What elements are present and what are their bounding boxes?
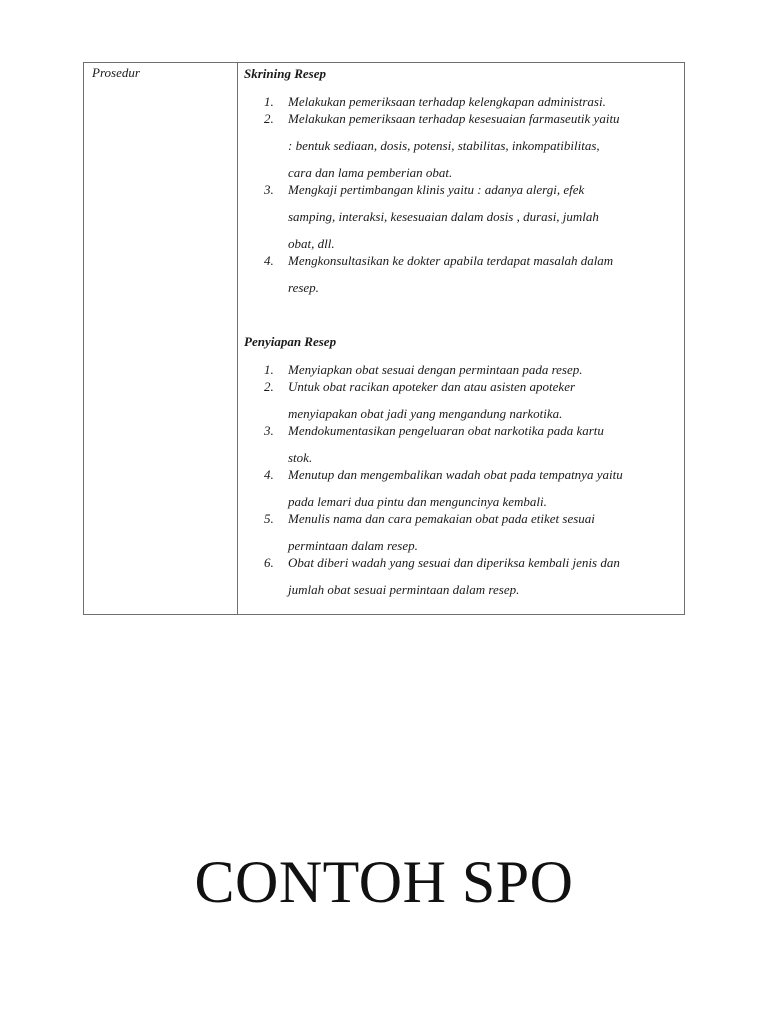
list-item-number: 2. <box>264 379 274 394</box>
column-divider <box>237 63 238 614</box>
list-item-number: 6. <box>264 555 274 570</box>
section-heading: Skrining Resep <box>244 66 326 81</box>
list-item-text: menyiapakan obat jadi yang mengandung narkotika. <box>288 406 563 421</box>
list-item <box>244 554 680 598</box>
list-item-text: Mengkonsultasikan ke dokter apabila terdapat masalah dalam <box>288 253 614 268</box>
list-item <box>244 466 680 510</box>
list-item-text: obat, dll. <box>288 236 335 251</box>
list-item-text: pada lemari dua pintu dan menguncinya kembali. <box>288 494 547 509</box>
list-item-text: Menyiapkan obat sesuai dengan permintaan pada resep. <box>288 362 583 377</box>
list-item-number: 3. <box>264 182 274 197</box>
list-item <box>244 378 680 422</box>
list-item <box>244 93 680 110</box>
list-item <box>244 252 680 296</box>
document-title: CONTOH SPO <box>194 849 574 915</box>
list-item-text: Mendokumentasikan pengeluaran obat narkotika pada kartu <box>288 423 604 438</box>
list-item-text: Menutup dan mengembalikan wadah obat pada tempatnya yaitu <box>288 467 623 482</box>
list-item <box>244 361 680 378</box>
numbered-list <box>244 361 680 598</box>
list-item <box>244 510 680 554</box>
list-item <box>244 422 680 466</box>
list-item-number: 1. <box>264 362 274 377</box>
list-item <box>244 110 680 181</box>
procedure-content <box>244 65 680 598</box>
list-item-text: cara dan lama pemberian obat. <box>288 165 453 180</box>
list-item-text: stok. <box>288 450 313 465</box>
list-item-text: Untuk obat racikan apoteker dan atau asisten apoteker <box>288 379 576 394</box>
list-item <box>244 181 680 252</box>
row-label: Prosedur <box>92 65 140 80</box>
list-item-number: 4. <box>264 467 274 482</box>
section-heading: Penyiapan Resep <box>244 334 337 349</box>
list-item-text: Menulis nama dan cara pemakaian obat pada etiket sesuai <box>288 511 595 526</box>
list-item-number: 2. <box>264 111 274 126</box>
numbered-list <box>244 93 680 296</box>
list-item-text: permintaan dalam resep. <box>288 538 418 553</box>
list-item-number: 5. <box>264 511 274 526</box>
list-item-number: 1. <box>264 94 274 109</box>
list-item-text: samping, interaksi, kesesuaian dalam dosis , durasi, jumlah <box>288 209 599 224</box>
list-item-text: resep. <box>288 280 319 295</box>
list-item-text: Melakukan pemeriksaan terhadap kelengkapan administrasi. <box>288 94 606 109</box>
list-item-text: jumlah obat sesuai permintaan dalam resep. <box>288 582 520 597</box>
list-item-number: 4. <box>264 253 274 268</box>
section-skrining-resep <box>244 65 680 297</box>
list-item-text: Mengkaji pertimbangan klinis yaitu : adanya alergi, efek <box>288 182 585 197</box>
list-item-text: : bentuk sediaan, dosis, potensi, stabilitas, inkompatibilitas, <box>288 138 600 153</box>
section-penyiapan-resep <box>244 333 680 598</box>
procedure-table <box>83 62 685 615</box>
list-item-text: Obat diberi wadah yang sesuai dan diperiksa kembali jenis dan <box>288 555 620 570</box>
list-item-number: 3. <box>264 423 274 438</box>
list-item-text: Melakukan pemeriksaan terhadap kesesuaian farmaseutik yaitu <box>288 111 620 126</box>
